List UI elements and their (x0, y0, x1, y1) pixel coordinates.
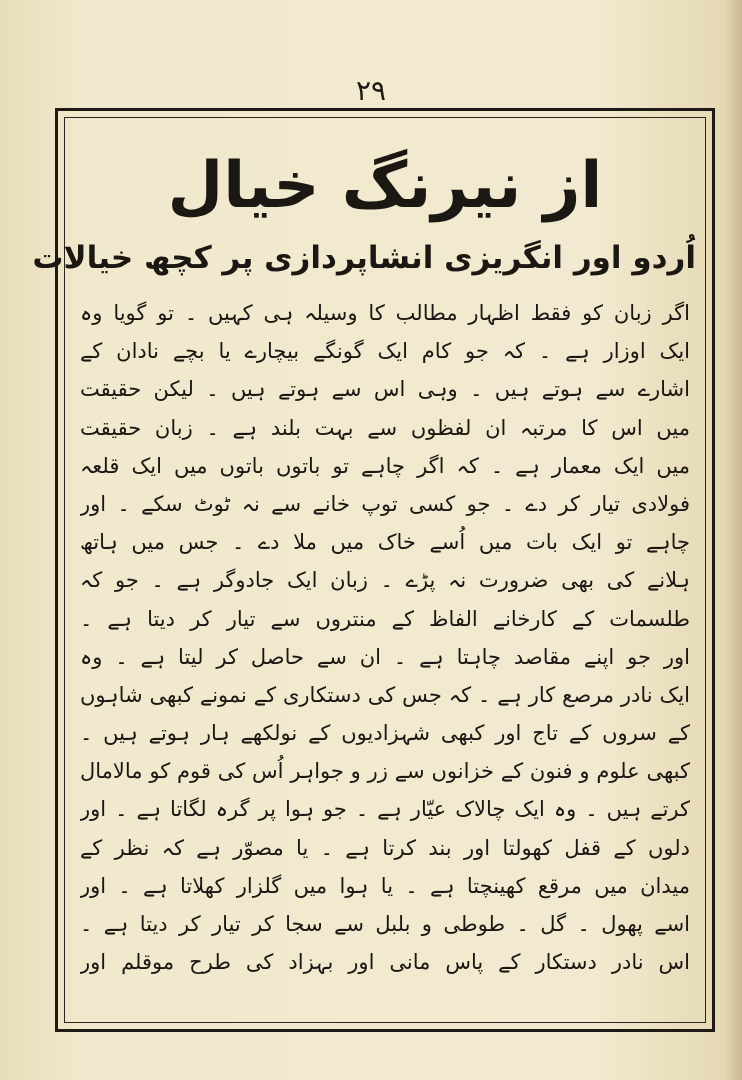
text-line: اشارے سے ہوتے ہیں ۔ وہی اس سے ہوتے ہیں ۔ لیکن حقیقت (80, 377, 690, 402)
text-line: ایک اوزار ہے ۔ کہ جو کام ایک گونگے بیچارے یا بچے نادان کے (80, 339, 690, 364)
text-line: میں اس کا مرتبہ ان لفظوں سے بہت بلند ہے ۔ زبان حقیقت (80, 415, 690, 440)
text-line: فولادی تیار کر دے ۔ جو کسی توپ خانے سے نہ ٹوٹ سکے ۔ اور (80, 491, 690, 516)
text-line: میں ایک معمار ہے ۔ کہ اگر چاہے تو باتوں باتوں میں ایک قلعہ (80, 453, 690, 478)
text-line: اگر زبان کو فقط اظہار مطالب کا وسیلہ ہی کہیں ۔ تو گویا وہ (80, 301, 690, 325)
body-text (74, 294, 696, 981)
page-number: ۲۹ (355, 74, 387, 107)
text-line: اور جو اپنے مقاصد چاہتا ہے ۔ ان سے حاصل کر لیتا ہے ۔ وہ (80, 644, 690, 669)
page-edge-shadow (724, 0, 742, 1080)
page-subtitle: اُردو اور انگریزی انشاپردازی پر کچھ خیالات (32, 240, 696, 276)
page-content (32, 128, 696, 1018)
text-line: کرتے ہیں ۔ وہ ایک چالاک عیّار ہے ۔ جو ہوا پر گرہ لگاتا ہے ۔ اور (80, 797, 690, 822)
text-line: کے سروں کے تاج اور کبھی شہزادیوں کے نولکھے ہار ہوتے ہیں ۔ (80, 721, 690, 746)
text-line: اس نادر دستکار کے پاس مانی اور بہزاد کی طرح موقلم اور (80, 950, 690, 975)
text-line: کبھی علوم و فنون کے خزانوں سے زر و جواہر اُس کی قوم کو مالامال (80, 759, 690, 784)
text-line: ہلانے کی بھی ضرورت نہ پڑے ۔ زبان ایک جادوگر ہے ۔ جو کہ (80, 568, 690, 593)
text-line: چاہے تو ایک بات میں اُسے خاک میں ملا دے ۔ جس میں ہاتھ (80, 530, 690, 555)
text-line: دلوں کے قفل کھولتا اور بند کرتا ہے ۔ یا مصوّر ہے کہ نظر کے (80, 835, 690, 860)
text-line: اسے پھول ۔ گل ۔ طوطی و بلبل سے سجا کر تیار کر دیتا ہے ۔ (80, 912, 690, 936)
text-line: طلسمات کے کارخانے الفاظ کے منتروں سے تیار کر دیتا ہے ۔ (80, 606, 690, 631)
text-line: ایک نادر مرصع کار ہے ۔ کہ جس کی دستکاری کے نمونے کبھی شاہوں (80, 682, 690, 707)
page-title: از نیرنگ خیال (167, 149, 603, 223)
text-line: میدان میں مرقع کھینچتا ہے ۔ یا ہوا میں گلزار کھلاتا ہے ۔ اور (80, 873, 690, 898)
